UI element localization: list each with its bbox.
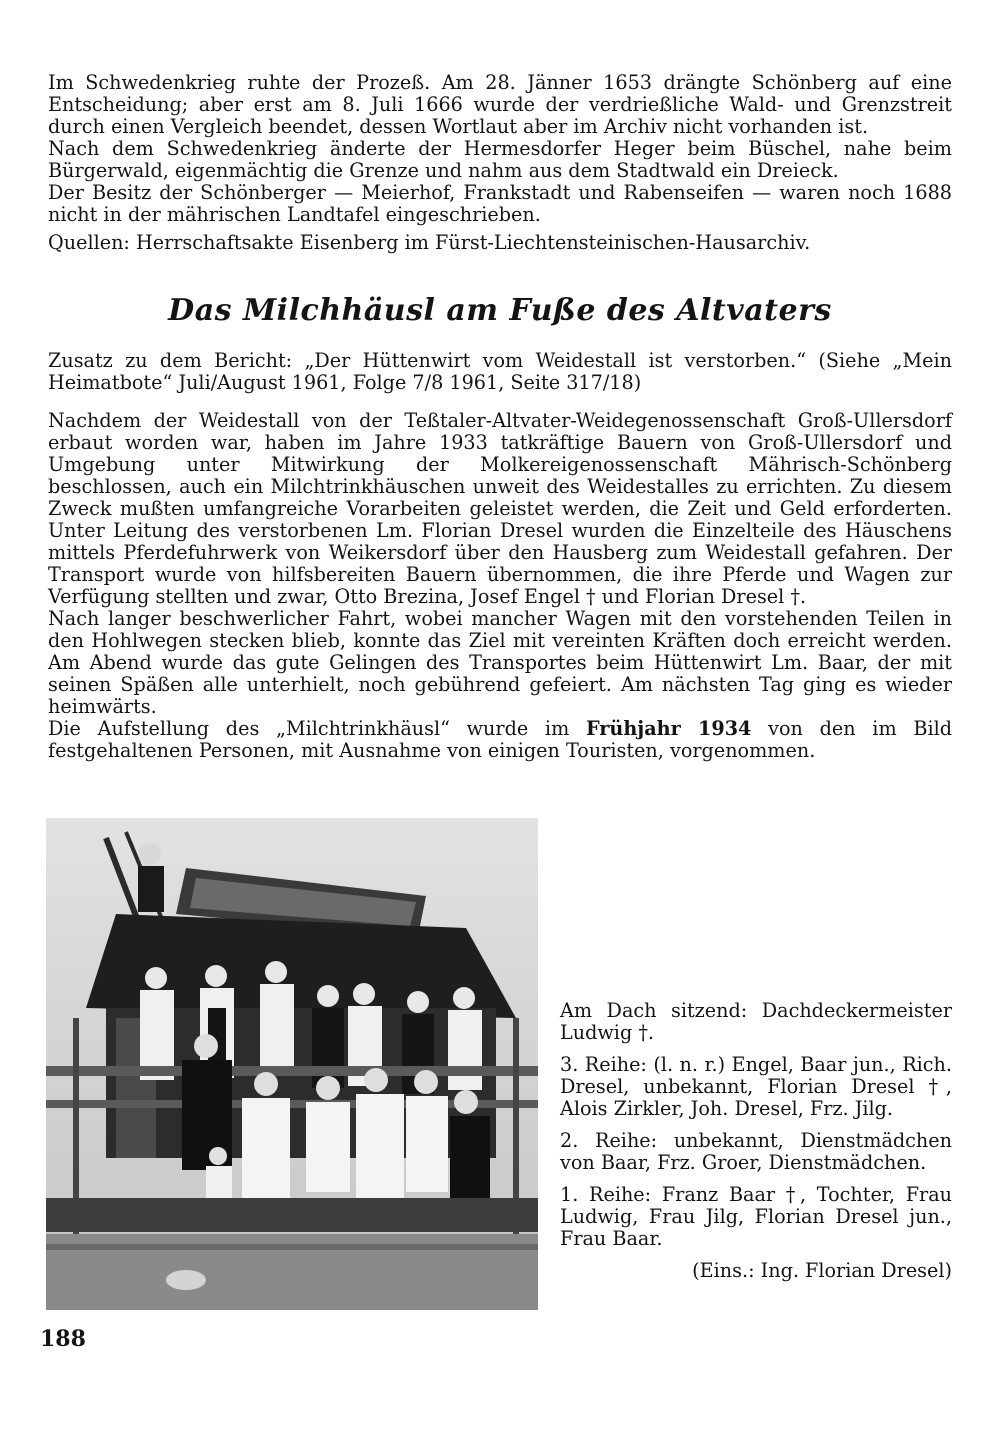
caption-credit: (Eins.: Ing. Florian Dresel): [692, 1259, 952, 1282]
photo-caption: [560, 1000, 952, 1292]
article-title: Das Milchhäusl am Fuße des Altvaters: [168, 293, 832, 328]
intro-paragraph-1: Im Schwedenkrieg ruhte der Prozeß. Am 28. Jänner 1653 drängte Schönberg auf eine Entscheidung; aber erst am 8. Juli 1666 wurde der verdrießliche Wald- und Grenzstreit durch einen Vergleich beendet, dessen Wortlaut aber im Archiv nicht vorhanden ist.: [48, 71, 952, 138]
caption-row-3: 3. Reihe: (l. n. r.) Engel, Baar jun., Rich. Dresel, unbekannt, Florian Dresel †, Alois Zirkler, Joh. Dresel, Frz. Jilg.: [560, 1053, 952, 1120]
caption-row-1: 1. Reihe: Franz Baar †, Tochter, Frau Ludwig, Frau Jilg, Florian Dresel jun., Frau Baar.: [560, 1183, 952, 1250]
group-photo-illustration: [46, 818, 538, 1310]
page-number: 188: [40, 1326, 86, 1352]
paragraph-3-bold-date: Frühjahr 1934: [585, 717, 752, 740]
sources-line: Quellen: Herrschaftsakte Eisenberg im Fürst-Liechtensteinischen-Hausarchiv.: [48, 231, 811, 254]
paragraph-3-end: von den im Bild festgehaltenen Personen, mit Ausnahme von einigen Touristen, vorgenommen.: [48, 717, 953, 762]
intro-section: [48, 72, 952, 254]
article-addendum: Zusatz zu dem Bericht: „Der Hüttenwirt vom Weidestall ist verstorben.“ (Siehe „Mein Heimatbote“ Juli/August 1961, Folge 7/8 1961, Seite 317/18): [48, 349, 952, 394]
paragraph-3-start: Die Aufstellung des „Milchtrinkhäusl“ wurde im: [48, 717, 586, 740]
group-photo: [46, 818, 538, 1310]
article-paragraph-3: [48, 718, 952, 762]
article-body: [48, 410, 952, 762]
intro-paragraph-2: Nach dem Schwedenkrieg änderte der Hermesdorfer Heger beim Büschel, nahe beim Bürgerwald, eigenmächtig die Grenze und nahm aus dem Stadtwald ein Dreieck.: [48, 137, 952, 182]
caption-row-2: 2. Reihe: unbekannt, Dienstmädchen von Baar, Frz. Groer, Dienstmädchen.: [560, 1129, 952, 1174]
article-addendum-block: [48, 350, 952, 394]
caption-roof: Am Dach sitzend: Dachdeckermeister Ludwig †.: [560, 999, 952, 1044]
article-paragraph-1: Nachdem der Weidestall von der Teßtaler-Altvater-Weidegenossenschaft Groß-Ullersdorf erbaut worden war, haben im Jahre 1933 tatkräftige Bauern von Groß-Ullersdorf und Umgebung unter Mitwirkung der Molkereigenossenschaft Mährisch-Schönberg beschlossen, auch ein Milchtrinkhäuschen unweit des Weidestalles zu errichten. Zu diesem Zweck mußten umfangreiche Vorarbeiten geleistet werden, die Zeit und Geld erforderten. Unter Leitung des verstorbenen Lm. Florian Dresel wurden die Einzelteile des Häuschens mittels Pferdefuhrwerk von Weikersdorf über den Hausberg zum Weidestall gefahren. Der Transport wurde von hilfsbereiten Bauern übernommen, die ihre Pferde und Wagen zur Verfügung stellten und zwar, Otto Brezina, Josef Engel † und Florian Dresel †.: [48, 409, 952, 608]
article-paragraph-2: Nach langer beschwerlicher Fahrt, wobei mancher Wagen mit den vorstehenden Teilen in den Hohlwegen stecken blieb, konnte das Ziel mit vereinten Kräften doch erreicht werden. Am Abend wurde das gute Gelingen des Transportes beim Hüttenwirt Lm. Baar, der mit seinen Späßen alle unterhielt, noch gebührend gefeiert. Am nächsten Tag ging es wieder heimwärts.: [48, 607, 952, 718]
intro-paragraph-3: Der Besitz der Schönberger — Meierhof, Frankstadt und Rabenseifen — waren noch 1688 nicht in der mährischen Landtafel eingeschrieben.: [48, 181, 952, 226]
